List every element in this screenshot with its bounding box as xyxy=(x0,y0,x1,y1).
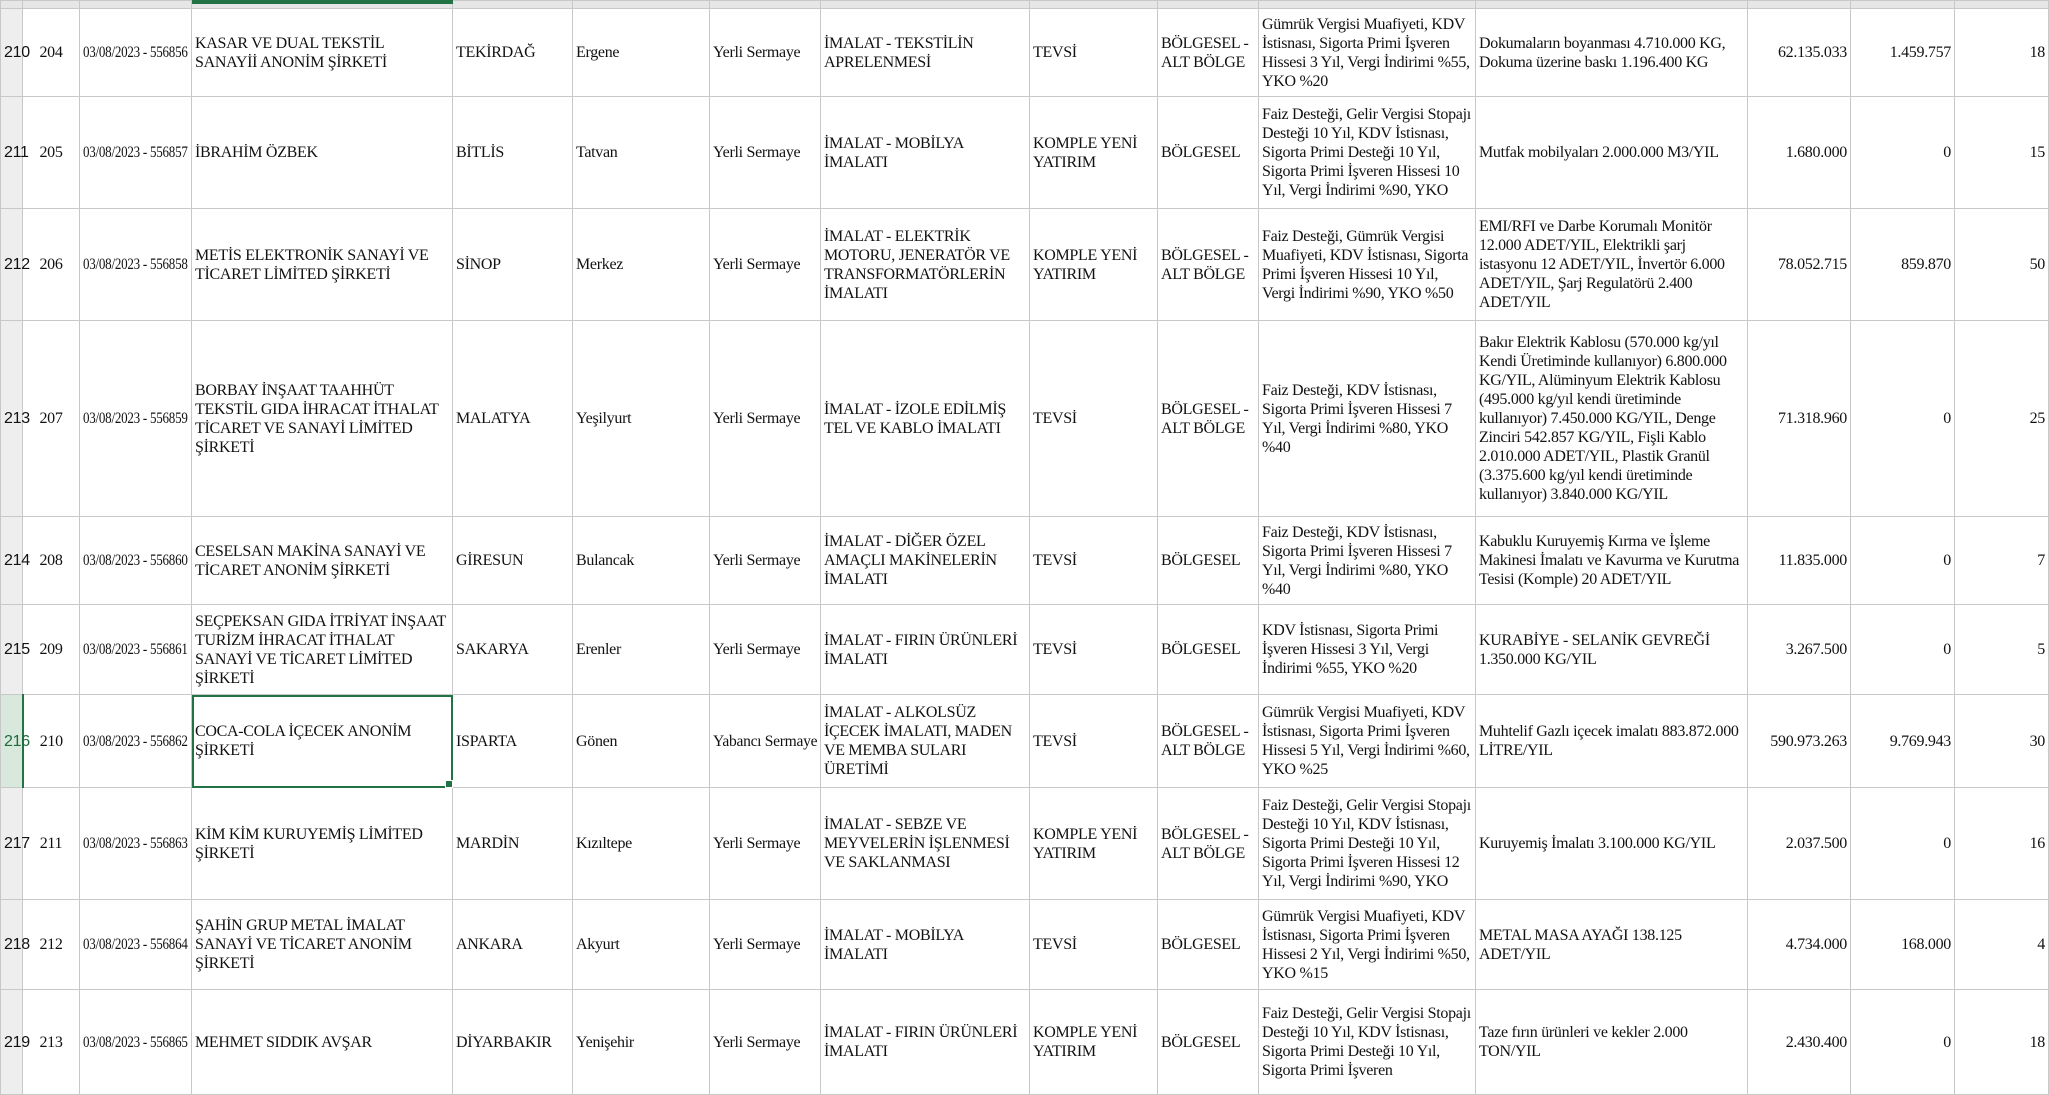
cell-support-region[interactable]: BÖLGESEL xyxy=(1158,605,1259,695)
cell-row-no[interactable]: 213 xyxy=(23,990,80,1095)
cell-province[interactable]: ANKARA xyxy=(453,900,573,990)
cell-import-amount[interactable]: 9.769.943 xyxy=(1851,695,1955,788)
cell-district[interactable]: Yeşilyurt xyxy=(573,321,710,517)
cell-import-amount[interactable]: 859.870 xyxy=(1851,209,1955,321)
cell-investment-type[interactable]: TEVSİ xyxy=(1030,321,1158,517)
cell-capacity[interactable]: EMI/RFI ve Darbe Korumalı Monitör 12.000 ADET/YIL, Elektrikli şarj istasyonu 12 ADET/YIL, İnvertör 6.000 ADET/YIL, Şarj Regulatörü 2.400 ADET/YIL xyxy=(1476,209,1748,321)
cell-company-name[interactable]: KASAR VE DUAL TEKSTİL SANAYİİ ANONİM ŞİRKETİ xyxy=(192,9,453,97)
cell-investment-amount[interactable]: 590.973.263 xyxy=(1748,695,1851,788)
cell-capital-type[interactable]: Yabancı Sermaye xyxy=(710,695,821,788)
cell-investment-type[interactable]: KOMPLE YENİ YATIRIM xyxy=(1030,97,1158,209)
cell-capital-type[interactable]: Yerli Sermaye xyxy=(710,321,821,517)
cell-support-region[interactable]: BÖLGESEL xyxy=(1158,990,1259,1095)
cell-row-no[interactable]: 204 xyxy=(23,9,80,97)
row-header[interactable]: 217 xyxy=(1,788,23,900)
cell-capacity[interactable]: KURABİYE - SELANİK GEVREĞİ 1.350.000 KG/YIL xyxy=(1476,605,1748,695)
cell-province[interactable]: GİRESUN xyxy=(453,517,573,605)
cell-support-elements[interactable]: Gümrük Vergisi Muafiyeti, KDV İstisnası, Sigorta Primi İşveren Hissesi 5 Yıl, Vergi İndirimi %60, YKO %25 xyxy=(1259,695,1476,788)
column-header[interactable] xyxy=(821,1,1030,9)
cell-date-reference[interactable]: 03/08/2023 - 556865 xyxy=(80,990,192,1095)
cell-support-elements[interactable]: Faiz Desteği, Gümrük Vergisi Muafiyeti, KDV İstisnası, Sigorta Primi İşveren Hissesi 10 Yıl, Vergi İndirimi %90, YKO %50 xyxy=(1259,209,1476,321)
cell-investment-amount[interactable]: 4.734.000 xyxy=(1748,900,1851,990)
cell-row-no[interactable]: 212 xyxy=(23,900,80,990)
cell-import-amount[interactable]: 0 xyxy=(1851,321,1955,517)
cell-capital-type[interactable]: Yerli Sermaye xyxy=(710,97,821,209)
cell-sector[interactable]: İMALAT - TEKSTİLİN APRELENMESİ xyxy=(821,9,1030,97)
cell-sector[interactable]: İMALAT - MOBİLYA İMALATI xyxy=(821,97,1030,209)
selected-column-header-indicator xyxy=(192,0,453,4)
cell-province[interactable]: MALATYA xyxy=(453,321,573,517)
cell-support-elements[interactable]: Gümrük Vergisi Muafiyeti, KDV İstisnası, Sigorta Primi İşveren Hissesi 2 Yıl, Vergi İndirimi %50, YKO %15 xyxy=(1259,900,1476,990)
cell-district[interactable]: Kızıltepe xyxy=(573,788,710,900)
row-header[interactable]: 218 xyxy=(1,900,23,990)
cell-investment-type[interactable]: TEVSİ xyxy=(1030,517,1158,605)
cell-capital-type[interactable]: Yerli Sermaye xyxy=(710,517,821,605)
cell-investment-amount[interactable]: 71.318.960 xyxy=(1748,321,1851,517)
cell-employment[interactable]: 7 xyxy=(1955,517,2049,605)
cell-import-amount[interactable]: 0 xyxy=(1851,97,1955,209)
cell-investment-type[interactable]: KOMPLE YENİ YATIRIM xyxy=(1030,788,1158,900)
column-header[interactable] xyxy=(80,1,192,9)
cell-company-name[interactable]: SEÇPEKSAN GIDA İTRİYAT İNŞAAT TURİZM İHRACAT İTHALAT SANAYİ VE TİCARET LİMİTED ŞİRKETİ xyxy=(192,605,453,695)
column-header[interactable] xyxy=(1476,1,1748,9)
cell-district[interactable]: Erenler xyxy=(573,605,710,695)
row-header[interactable]: 212 xyxy=(1,209,23,321)
cell-district[interactable]: Gönen xyxy=(573,695,710,788)
cell-support-elements[interactable]: KDV İstisnası, Sigorta Primi İşveren Hissesi 3 Yıl, Vergi İndirimi %55, YKO %20 xyxy=(1259,605,1476,695)
column-header[interactable] xyxy=(1748,1,1851,9)
cell-date-reference[interactable]: 03/08/2023 - 556860 xyxy=(80,517,192,605)
cell-investment-amount[interactable]: 62.135.033 xyxy=(1748,9,1851,97)
cell-province[interactable]: SAKARYA xyxy=(453,605,573,695)
cell-capacity[interactable]: Kuruyemiş İmalatı 3.100.000 KG/YIL xyxy=(1476,788,1748,900)
cell-district[interactable]: Ergene xyxy=(573,9,710,97)
select-all-corner[interactable] xyxy=(1,1,23,9)
table-row xyxy=(1,605,2049,695)
cell-support-elements[interactable]: Faiz Desteği, Gelir Vergisi Stopajı Desteği 10 Yıl, KDV İstisnası, Sigorta Primi Desteği 10 Yıl, Sigorta Primi İşveren Hissesi 10 Yıl, Vergi İndirimi %90, YKO xyxy=(1259,97,1476,209)
cell-date-reference[interactable]: 03/08/2023 - 556861 xyxy=(80,605,192,695)
cell-date-reference[interactable]: 03/08/2023 - 556856 xyxy=(80,9,192,97)
cell-province[interactable]: MARDİN xyxy=(453,788,573,900)
table-row xyxy=(1,900,2049,990)
cell-district[interactable]: Merkez xyxy=(573,209,710,321)
cell-employment[interactable]: 4 xyxy=(1955,900,2049,990)
cell-investment-amount[interactable]: 78.052.715 xyxy=(1748,209,1851,321)
cell-investment-type[interactable]: KOMPLE YENİ YATIRIM xyxy=(1030,990,1158,1095)
cell-company-name[interactable]: CESELSAN MAKİNA SANAYİ VE TİCARET ANONİM ŞİRKETİ xyxy=(192,517,453,605)
table-row xyxy=(1,695,2049,788)
cell-capital-type[interactable]: Yerli Sermaye xyxy=(710,209,821,321)
cell-investment-amount[interactable]: 2.037.500 xyxy=(1748,788,1851,900)
table-row xyxy=(1,990,2049,1095)
cell-support-elements[interactable]: Gümrük Vergisi Muafiyeti, KDV İstisnası, Sigorta Primi İşveren Hissesi 3 Yıl, Vergi İndirimi %55, YKO %20 xyxy=(1259,9,1476,97)
cell-sector[interactable]: İMALAT - FIRIN ÜRÜNLERİ İMALATI xyxy=(821,990,1030,1095)
cell-company-name[interactable]: İBRAHİM ÖZBEK xyxy=(192,97,453,209)
cell-date-reference[interactable]: 03/08/2023 - 556857 xyxy=(80,97,192,209)
cell-employment[interactable]: 30 xyxy=(1955,695,2049,788)
cell-employment[interactable]: 18 xyxy=(1955,990,2049,1095)
cell-support-elements[interactable]: Faiz Desteği, KDV İstisnası, Sigorta Primi İşveren Hissesi 7 Yıl, Vergi İndirimi %80, YKO %40 xyxy=(1259,517,1476,605)
column-header[interactable] xyxy=(1851,1,1955,9)
column-header[interactable] xyxy=(573,1,710,9)
column-header[interactable] xyxy=(1259,1,1476,9)
cell-investment-amount[interactable]: 1.680.000 xyxy=(1748,97,1851,209)
column-header[interactable] xyxy=(23,1,80,9)
row-header[interactable]: 210 xyxy=(1,9,23,97)
cell-date-reference[interactable]: 03/08/2023 - 556859 xyxy=(80,321,192,517)
cell-sector[interactable]: İMALAT - ELEKTRİK MOTORU, JENERATÖR VE TRANSFORMATÖRLERİN İMALATI xyxy=(821,209,1030,321)
cell-company-name[interactable]: BORBAY İNŞAAT TAAHHÜT TEKSTİL GIDA İHRACAT İTHALAT TİCARET VE SANAYİ LİMİTED ŞİRKETİ xyxy=(192,321,453,517)
cell-support-region[interactable]: BÖLGESEL - ALT BÖLGE xyxy=(1158,788,1259,900)
row-header[interactable]: 216 xyxy=(1,695,23,788)
column-header[interactable] xyxy=(1158,1,1259,9)
cell-province[interactable]: ISPARTA xyxy=(453,695,573,788)
cell-support-elements[interactable]: Faiz Desteği, Gelir Vergisi Stopajı Desteği 10 Yıl, KDV İstisnası, Sigorta Primi Desteği 10 Yıl, Sigorta Primi İşveren Hissesi 12 Yıl, Vergi İndirimi %90, YKO xyxy=(1259,788,1476,900)
table-row xyxy=(1,321,2049,517)
column-header[interactable] xyxy=(1955,1,2049,9)
cell-province[interactable]: SİNOP xyxy=(453,209,573,321)
cell-row-no[interactable]: 210 xyxy=(23,695,80,788)
cell-sector[interactable]: İMALAT - FIRIN ÜRÜNLERİ İMALATI xyxy=(821,605,1030,695)
row-header[interactable]: 215 xyxy=(1,605,23,695)
cell-investment-type[interactable]: TEVSİ xyxy=(1030,695,1158,788)
cell-sector[interactable]: İMALAT - MOBİLYA İMALATI xyxy=(821,900,1030,990)
cell-row-no[interactable]: 211 xyxy=(23,788,80,900)
cell-support-region[interactable]: BÖLGESEL xyxy=(1158,517,1259,605)
cell-company-name[interactable]: ŞAHİN GRUP METAL İMALAT SANAYİ VE TİCARET ANONİM ŞİRKETİ xyxy=(192,900,453,990)
cell-support-region[interactable]: BÖLGESEL - ALT BÖLGE xyxy=(1158,209,1259,321)
cell-support-region[interactable]: BÖLGESEL xyxy=(1158,97,1259,209)
table-row xyxy=(1,97,2049,209)
cell-district[interactable]: Bulancak xyxy=(573,517,710,605)
cell-district[interactable]: Yenişehir xyxy=(573,990,710,1095)
cell-import-amount[interactable]: 0 xyxy=(1851,990,1955,1095)
cell-capacity[interactable]: METAL MASA AYAĞI 138.125 ADET/YIL xyxy=(1476,900,1748,990)
cell-investment-type[interactable]: TEVSİ xyxy=(1030,605,1158,695)
cell-import-amount[interactable]: 1.459.757 xyxy=(1851,9,1955,97)
cell-import-amount[interactable]: 0 xyxy=(1851,788,1955,900)
cell-capacity[interactable]: Bakır Elektrik Kablosu (570.000 kg/yıl Kendi Üretiminde kullanıyor) 6.800.000 KG/YIL, Alüminyum Elektrik Kablosu (495.000 kg/yıl kendi üretiminde kullanıyor) 7.450.000 KG/YIL, Denge Zinciri 542.857 KG/YIL, Fişli Kablo 2.010.000 ADET/YIL, Plastik Granül (3.375.600 kg/yıl kendi üretiminde kullanıyor) 3.840.000 KG/YIL xyxy=(1476,321,1748,517)
cell-capital-type[interactable]: Yerli Sermaye xyxy=(710,990,821,1095)
cell-investment-type[interactable]: KOMPLE YENİ YATIRIM xyxy=(1030,209,1158,321)
cell-row-no[interactable]: 208 xyxy=(23,517,80,605)
cell-district[interactable]: Akyurt xyxy=(573,900,710,990)
cell-import-amount[interactable]: 0 xyxy=(1851,517,1955,605)
cell-investment-amount[interactable]: 3.267.500 xyxy=(1748,605,1851,695)
row-header[interactable]: 219 xyxy=(1,990,23,1095)
cell-support-elements[interactable]: Faiz Desteği, KDV İstisnası, Sigorta Primi İşveren Hissesi 7 Yıl, Vergi İndirimi %80, YKO %40 xyxy=(1259,321,1476,517)
cell-company-name[interactable]: KİM KİM KURUYEMİŞ LİMİTED ŞİRKETİ xyxy=(192,788,453,900)
cell-support-region[interactable]: BÖLGESEL xyxy=(1158,900,1259,990)
cell-company-name[interactable]: METİS ELEKTRONİK SANAYİ VE TİCARET LİMİTED ŞİRKETİ xyxy=(192,209,453,321)
cell-sector[interactable]: İMALAT - ALKOLSÜZ İÇECEK İMALATI, MADEN VE MEMBA SULARI ÜRETİMİ xyxy=(821,695,1030,788)
cell-sector[interactable]: İMALAT - DİĞER ÖZEL AMAÇLI MAKİNELERİN İMALATI xyxy=(821,517,1030,605)
cell-row-no[interactable]: 207 xyxy=(23,321,80,517)
cell-capital-type[interactable]: Yerli Sermaye xyxy=(710,900,821,990)
cell-capacity[interactable]: Dokumaların boyanması 4.710.000 KG, Dokuma üzerine baskı 1.196.400 KG xyxy=(1476,9,1748,97)
fill-handle[interactable] xyxy=(445,780,453,788)
cell-capacity[interactable]: Kabuklu Kuruyemiş Kırma ve İşleme Makinesi İmalatı ve Kavurma ve Kurutma Tesisi (Komple) 20 ADET/YIL xyxy=(1476,517,1748,605)
cell-support-elements[interactable]: Faiz Desteği, Gelir Vergisi Stopajı Desteği 10 Yıl, KDV İstisnası, Sigorta Primi Desteği 10 Yıl, Sigorta Primi İşveren xyxy=(1259,990,1476,1095)
cell-row-no[interactable]: 206 xyxy=(23,209,80,321)
cell-investment-type[interactable]: TEVSİ xyxy=(1030,900,1158,990)
cell-date-reference[interactable]: 03/08/2023 - 556864 xyxy=(80,900,192,990)
column-header[interactable] xyxy=(453,1,573,9)
cell-province[interactable]: TEKİRDAĞ xyxy=(453,9,573,97)
cell-import-amount[interactable]: 168.000 xyxy=(1851,900,1955,990)
cell-province[interactable]: BİTLİS xyxy=(453,97,573,209)
table-row xyxy=(1,788,2049,900)
row-header[interactable]: 211 xyxy=(1,97,23,209)
cell-employment[interactable]: 18 xyxy=(1955,9,2049,97)
cell-employment[interactable]: 16 xyxy=(1955,788,2049,900)
cell-support-region[interactable]: BÖLGESEL - ALT BÖLGE xyxy=(1158,321,1259,517)
cell-employment[interactable]: 15 xyxy=(1955,97,2049,209)
cell-sector[interactable]: İMALAT - İZOLE EDİLMİŞ TEL VE KABLO İMALATI xyxy=(821,321,1030,517)
cell-capital-type[interactable]: Yerli Sermaye xyxy=(710,605,821,695)
row-header[interactable]: 214 xyxy=(1,517,23,605)
cell-company-name[interactable]: MEHMET SIDDIK AVŞAR xyxy=(192,990,453,1095)
cell-capacity[interactable]: Muhtelif Gazlı içecek imalatı 883.872.000 LİTRE/YIL xyxy=(1476,695,1748,788)
active-cell[interactable]: COCA-COLA İÇECEK ANONİM ŞİRKETİ xyxy=(192,695,453,788)
cell-import-amount[interactable]: 0 xyxy=(1851,605,1955,695)
cell-support-region[interactable]: BÖLGESEL - ALT BÖLGE xyxy=(1158,9,1259,97)
table-row xyxy=(1,9,2049,97)
cell-row-no[interactable]: 209 xyxy=(23,605,80,695)
table-row xyxy=(1,517,2049,605)
column-header[interactable] xyxy=(1030,1,1158,9)
cell-date-reference[interactable]: 03/08/2023 - 556858 xyxy=(80,209,192,321)
cell-capital-type[interactable]: Yerli Sermaye xyxy=(710,788,821,900)
row-header[interactable]: 213 xyxy=(1,321,23,517)
cell-investment-amount[interactable]: 2.430.400 xyxy=(1748,990,1851,1095)
cell-capital-type[interactable]: Yerli Sermaye xyxy=(710,9,821,97)
cell-district[interactable]: Tatvan xyxy=(573,97,710,209)
cell-employment[interactable]: 50 xyxy=(1955,209,2049,321)
cell-date-reference[interactable]: 03/08/2023 - 556862 xyxy=(80,695,192,788)
cell-sector[interactable]: İMALAT - SEBZE VE MEYVELERİN İŞLENMESİ VE SAKLANMASI xyxy=(821,788,1030,900)
cell-date-reference[interactable]: 03/08/2023 - 556863 xyxy=(80,788,192,900)
cell-investment-type[interactable]: TEVSİ xyxy=(1030,9,1158,97)
cell-province[interactable]: DİYARBAKIR xyxy=(453,990,573,1095)
cell-capacity[interactable]: Taze fırın ürünleri ve kekler 2.000 TON/YIL xyxy=(1476,990,1748,1095)
cell-employment[interactable]: 5 xyxy=(1955,605,2049,695)
cell-row-no[interactable]: 205 xyxy=(23,97,80,209)
cell-employment[interactable]: 25 xyxy=(1955,321,2049,517)
cell-investment-amount[interactable]: 11.835.000 xyxy=(1748,517,1851,605)
cell-capacity[interactable]: Mutfak mobilyaları 2.000.000 M3/YIL xyxy=(1476,97,1748,209)
table-row xyxy=(1,209,2049,321)
column-header[interactable] xyxy=(710,1,821,9)
cell-support-region[interactable]: BÖLGESEL - ALT BÖLGE xyxy=(1158,695,1259,788)
